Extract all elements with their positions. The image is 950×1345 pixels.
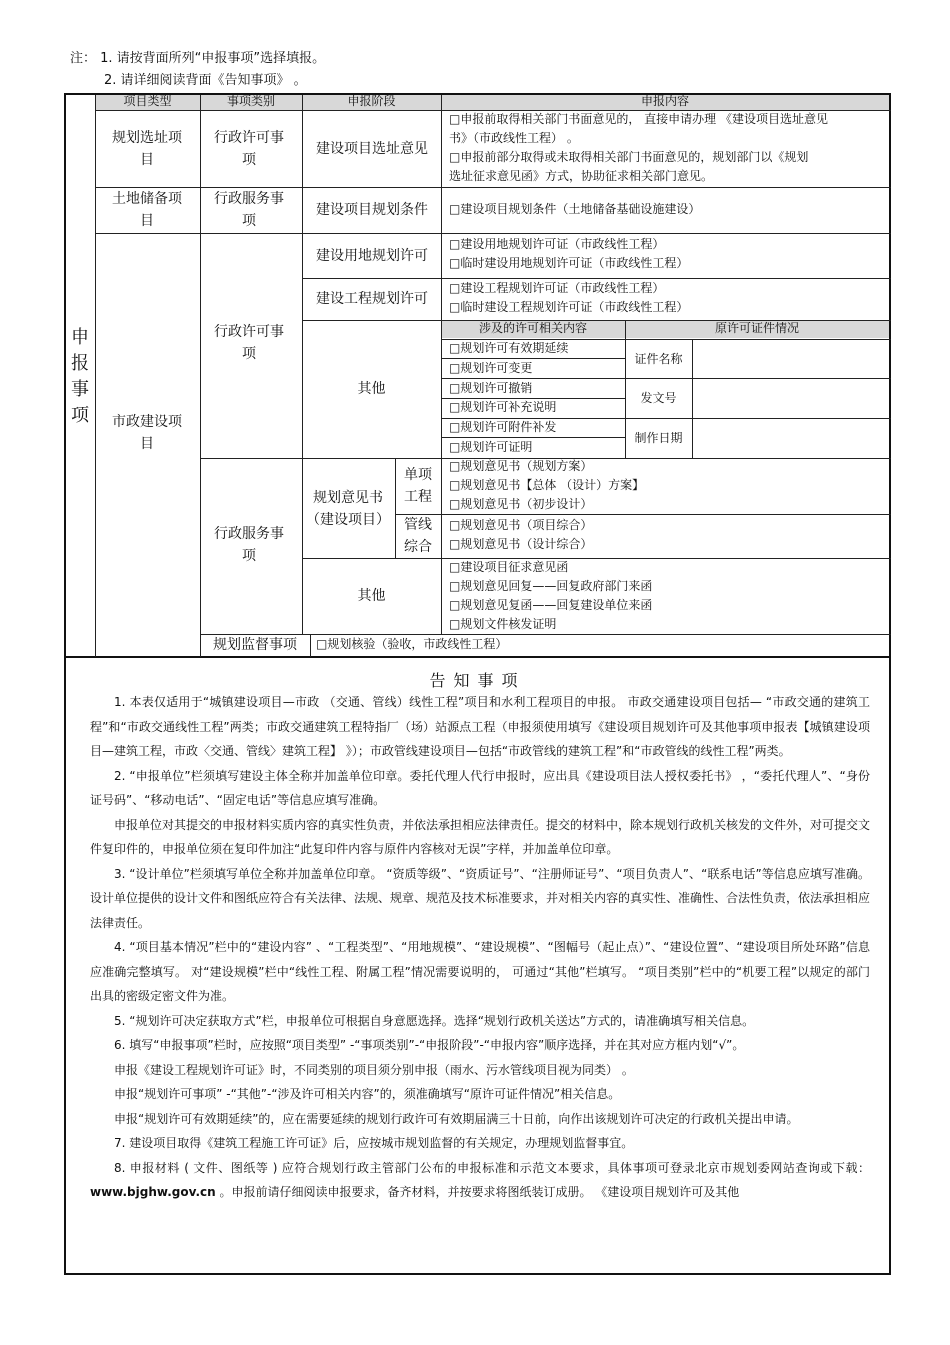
option-item[interactable]: □规划意见书（初步设计） — [449, 497, 593, 511]
row3-category-service: 行政服务事项 — [214, 526, 284, 564]
website-link[interactable]: www.bjghw.gov.cn — [90, 1185, 216, 1199]
stage-land-use: 建设用地规划许可 — [316, 247, 428, 264]
cert-doc-number-label: 发文号 — [640, 391, 677, 405]
notice-item-6: 6. 填写“申报事项”栏时，应按照“项目类型” -“事项类别”-“申报阶段”-“申报内容”顺序选择，并在其对应方框内划“√”。 — [114, 1038, 745, 1052]
notice-body — [90, 690, 870, 1205]
option-item[interactable]: □规划意见书（设计综合） — [449, 537, 593, 551]
supervision-option[interactable]: □规划核验（验收，市政线性工程） — [316, 637, 508, 651]
row2-options[interactable] — [449, 200, 700, 219]
option-item: 选址征求意见函》方式，协助征求相关部门意见。 — [449, 169, 714, 183]
option-item[interactable]: □规划意见书（项目综合） — [449, 518, 593, 532]
option-item[interactable]: □规划文件核发证明 — [449, 617, 557, 631]
header-content: 申报内容 — [640, 94, 689, 108]
option-item[interactable]: □申报前部分取得或未取得相关部门书面意见的，规划部门以《规划 — [449, 150, 809, 164]
notice-item-2b: 申报单位对其提交的申报材料实质内容的真实性负责，并依法承担相应法律责任。提交的材料中，除本规划行政机关核发的文件外，对可提交文件复印件的，申报单位须在复印件加注“此复印件内容与原件内容核对无误”字样，并加盖单位印章。 — [90, 817, 871, 856]
row1-stage: 建设项目选址意见 — [316, 141, 428, 157]
option-item[interactable]: □规划许可证明 — [449, 439, 533, 454]
option-item[interactable]: □规划许可撤销 — [449, 380, 533, 395]
notice-item-1: 1. 本表仅适用于“城镇建设项目—市政 （交通、管线）线性工程”项目和水利工程项目的申报。 市政交通建设项目包括— “市政交通的建筑工程”和“市政交通线性工程”两类；市政交通建筑工程特指厂（场）站源点工程（申报须使用填写《建设项目规划许可及其他事项申报表【城镇建设项目—建筑工程，市政〈交通、管线〉建筑工程】 》）；市政管线建设项目—包括“市政管线的建筑工程”和“市政管线的线性工程”两类。 — [90, 695, 870, 758]
row2-stage: 建设项目规划条件 — [316, 202, 428, 218]
option-item[interactable]: □建设工程规划许可证（市政线性工程） — [449, 281, 665, 295]
pipeline-options[interactable] — [449, 516, 592, 554]
option-item[interactable]: □规划许可附件补发 — [449, 420, 557, 435]
stage-opinion-letter: 规划意见书（建设项目） — [306, 490, 390, 528]
cert-date-label: 制作日期 — [634, 431, 683, 445]
option-item[interactable]: □临时建设工程规划许可证（市政线性工程） — [449, 300, 689, 314]
option-item: 书》（市政线性工程） 。 — [449, 131, 579, 145]
row1-type: 规划选址项目 — [112, 130, 182, 168]
notice-item-6d: 申报“规划许可有效期延续”的，应在需要延续的规划行政许可有效期届满三十日前，向作出该规划许可决定的行政机关提出申请。 — [114, 1111, 799, 1126]
stage-other: 其他 — [357, 381, 386, 397]
notice-title: 告知事项 — [429, 671, 526, 690]
row1-category: 行政许可事项 — [214, 130, 284, 168]
sub-header-related: 涉及的许可相关内容 — [478, 321, 587, 335]
stage-engineering: 建设工程规划许可 — [316, 291, 428, 307]
notice-item-3: 3. “设计单位”栏须填写单位全称并加盖单位印章。 “资质等级”、“资质证号”、“注册师证号”、“项目负责人”、“联系电话”等信息应填写准确。设计单位提供的设计文件和图纸应符合有关法律、法规、规章、规范及技术标准要求，并对相关内容的真实性、准确性、合法性负责，依法承担相应法律责任。 — [90, 866, 871, 930]
single-options[interactable] — [449, 457, 644, 514]
note-line-1: 注： 1. 请按背面所列“申报事项”选择填报。 — [70, 51, 326, 66]
cert-doc-number-field[interactable] — [693, 379, 889, 417]
single-project-label: 单项工程 — [404, 467, 432, 505]
option-item[interactable]: □规划许可变更 — [449, 360, 533, 375]
row2-type: 土地储备项目 — [112, 191, 182, 229]
pipeline-label: 管线综合 — [404, 517, 432, 555]
option-item[interactable]: □规划意见书【总体 （设计）方案】 — [449, 478, 645, 492]
header-stage: 申报阶段 — [347, 94, 396, 108]
option-item[interactable]: □规划意见复函——回复建设单位来函 — [449, 598, 653, 612]
cert-name-label: 证件名称 — [634, 351, 683, 366]
option-item[interactable]: □申报前取得相关部门书面意见的， 直接申请办理 《建设项目选址意见 — [449, 112, 828, 126]
option-item[interactable]: □规划意见书（规划方案） — [449, 459, 593, 473]
row2-category: 行政服务事项 — [214, 191, 284, 229]
option-item[interactable]: □建设用地规划许可证（市政线性工程） — [449, 237, 665, 251]
notice-item-6c: 申报“规划许可事项” -“其他”-“涉及许可相关内容”的，须准确填写“原许可证件情况”相关信息。 — [114, 1087, 621, 1101]
notice-item-5: 5. “规划许可决定获取方式”栏，申报单位可根据自身意愿选择。选择“规划行政机关送达”方式的，请准确填写相关信息。 — [114, 1013, 755, 1028]
option-item[interactable]: □建设项目规划条件（土地储备基础设施建设） — [449, 202, 701, 216]
header-category: 事项类别 — [226, 94, 275, 108]
option-item[interactable]: □规划许可补充说明 — [449, 400, 557, 415]
option-item[interactable]: □临时建设用地规划许可证（市政线性工程） — [449, 256, 689, 270]
cert-date-field[interactable] — [693, 419, 889, 457]
notice-item-7: 7. 建设项目取得《建筑工程施工许可证》后，应按城市规划监督的有关规定，办理规划监督事宜。 — [114, 1136, 634, 1150]
other-options[interactable] — [449, 339, 568, 458]
option-item[interactable]: □规划意见回复——回复政府部门来函 — [449, 579, 653, 593]
service-other-options[interactable] — [449, 558, 652, 634]
note-line-2: 2. 请详细阅读背面《告知事项》 。 — [104, 73, 307, 88]
option-item[interactable]: □规划许可有效期延续 — [449, 341, 569, 355]
engineering-options[interactable] — [449, 279, 688, 317]
notice-item-4: 4. “项目基本情况”栏中的“建设内容” 、“工程类型”、“用地规模”、“建设规模”、“图幅号（起止点）”、“建设位置”、“建设项目所处环路”信息应准确完整填写。 对“建设规模”栏中“线性工程、附属工程”情况需要说明的， 可通过“其他”栏填写。 “项目类别”栏中的“机要工程”以规定的部门出具的密级定密文件为准。 — [90, 940, 870, 1003]
row1-options[interactable] — [449, 110, 828, 186]
notice-item-6b: 申报《建设工程规划许可证》时，不同类别的项目须分别申报（雨水、污水管线项目视为同类） 。 — [114, 1062, 634, 1077]
sub-header-original: 原许可证件情况 — [714, 321, 799, 335]
option-item[interactable]: □建设项目征求意见函 — [449, 560, 569, 574]
row3-category-license: 行政许可事项 — [214, 324, 284, 362]
notice-item-8: 8. 申报材料 ( 文件、图纸等 ) 应符合规划行政主管部门公布的申报标准和示范文本要求，具体事项可登录北京市规划委网站查询或下载： www.bjghw.gov.cn 。申报前请仔细阅读申报要求，备齐材料，并按要求将图纸装订成册。 《建设项目规划许可及其他 — [90, 1160, 870, 1199]
service-other-label: 其他 — [357, 588, 386, 604]
header-project-type: 项目类型 — [123, 94, 172, 108]
row3-type: 市政建设项目 — [112, 414, 182, 452]
side-label: 申 报 事 项 — [71, 327, 89, 426]
notice-item-2: 2. “申报单位”栏须填写建设主体全称并加盖单位印章。委托代理人代行申报时，应出具《建设项目法人授权委托书》 ，“委托代理人”、“身份证号码”、“移动电话”、“固定电话”等信息应填写准确。 — [90, 768, 870, 807]
supervision-label: 规划监督事项 — [213, 637, 297, 653]
cert-name-field[interactable] — [693, 340, 889, 377]
land-options[interactable] — [449, 235, 688, 273]
